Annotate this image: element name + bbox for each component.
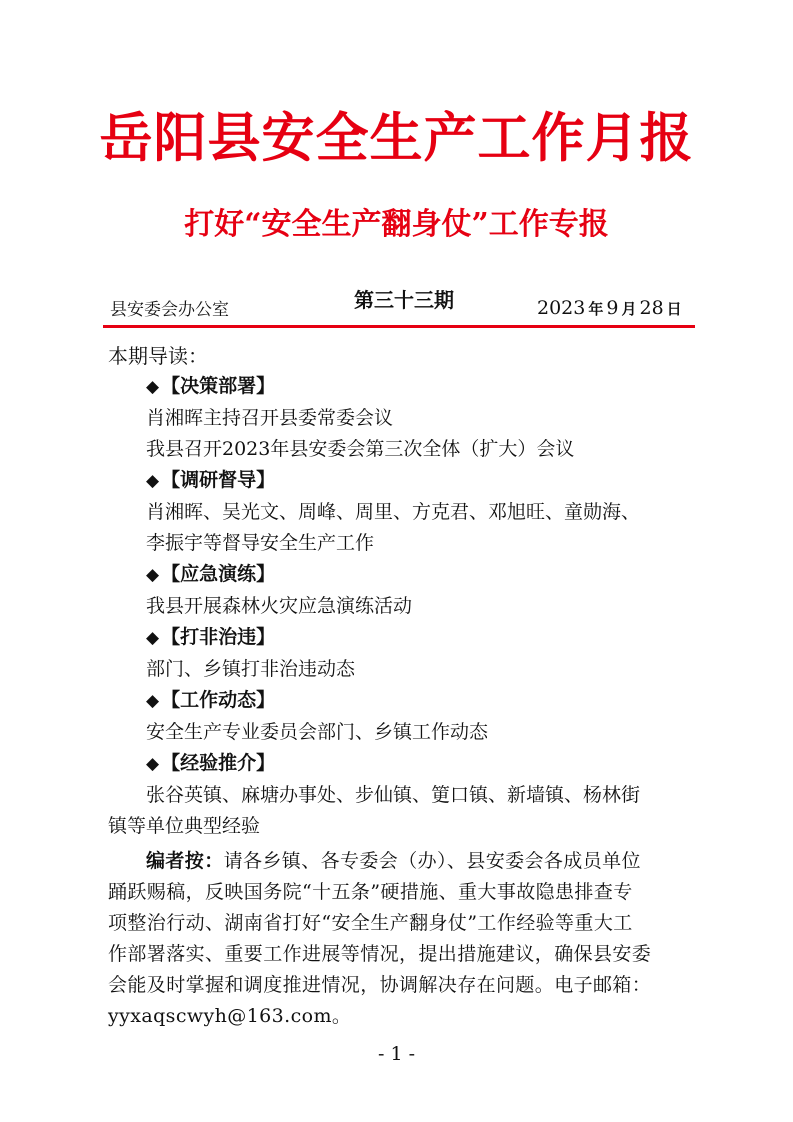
section-heading-drill: ◆ 【应急演练】 bbox=[108, 559, 708, 591]
issuing-office: 县安委会办公室 bbox=[110, 300, 229, 320]
list-item: 肖湘晖、吴光文、周峰、周里、方克君、邓旭旺、童勋海、 bbox=[146, 501, 641, 523]
editor-note bbox=[108, 846, 708, 1032]
date-year: 2023 bbox=[537, 297, 586, 319]
diamond-bullet-icon: ◆ bbox=[146, 754, 160, 774]
report-subtitle: 打好“安全生产翻身仗”工作专报 bbox=[184, 207, 609, 242]
editor-note-line: 编者按：请各乡镇、各专委会（办）、县安委会各成员单位 bbox=[146, 850, 641, 872]
section-heading-decision: ◆ 【决策部署】 bbox=[108, 371, 708, 403]
diamond-bullet-icon: ◆ bbox=[146, 471, 160, 491]
page-number: - 1 - bbox=[377, 1043, 415, 1065]
date-year-unit: 年 bbox=[588, 300, 604, 318]
diamond-bullet-icon: ◆ bbox=[146, 628, 160, 648]
date-month: 9 bbox=[606, 297, 619, 319]
issue-date bbox=[537, 296, 685, 321]
diamond-bullet-icon: ◆ bbox=[146, 377, 160, 397]
diamond-bullet-icon: ◆ bbox=[146, 565, 160, 585]
table-of-contents bbox=[108, 371, 708, 1032]
section-heading-updates: ◆ 【工作动态】 bbox=[108, 685, 708, 717]
report-title: 岳阳县安全生产工作月报 bbox=[99, 107, 694, 169]
list-item: 安全生产专业委员会部门、乡镇工作动态 bbox=[146, 721, 489, 743]
list-item: 肖湘晖主持召开县委常委会议 bbox=[146, 407, 394, 429]
list-item: 部门、乡镇打非治违动态 bbox=[146, 658, 356, 680]
editor-note-line: 作部署落实、重要工作进展等情况，提出措施建议，确保县安委 bbox=[108, 943, 652, 965]
list-item: 张谷英镇、麻塘办事处、步仙镇、筻口镇、新墙镇、杨林街 bbox=[146, 784, 641, 806]
editor-note-line: 会能及时掌握和调度推进情况，协调解决存在问题。电子邮箱： bbox=[108, 974, 652, 996]
editor-note-line: 踊跃赐稿，反映国务院“十五条”硬措施、重大事故隐患排查专 bbox=[108, 881, 633, 903]
editor-note-line: 项整治行动、湖南省打好“安全生产翻身仗”工作经验等重大工 bbox=[108, 912, 633, 934]
issue-number: 第三十三期 bbox=[354, 288, 454, 312]
list-item: 李振宇等督导安全生产工作 bbox=[146, 532, 375, 554]
intro-label: 本期导读： bbox=[108, 344, 208, 368]
date-day: 28 bbox=[639, 297, 664, 319]
red-divider-line bbox=[103, 325, 695, 328]
list-item: 我县召开2023年县安委会第三次全体（扩大）会议 bbox=[146, 438, 575, 460]
date-day-unit: 日 bbox=[666, 300, 682, 318]
editor-note-email: yyxaqscwyh@163.com。 bbox=[108, 1005, 352, 1027]
list-item: 镇等单位典型经验 bbox=[108, 815, 261, 837]
section-heading-inspection: ◆ 【调研督导】 bbox=[108, 465, 708, 497]
section-heading-experience: ◆ 【经验推介】 bbox=[108, 748, 708, 780]
date-month-unit: 月 bbox=[621, 300, 637, 318]
section-heading-enforcement: ◆ 【打非治违】 bbox=[108, 622, 708, 654]
list-item: 我县开展森林火灾应急演练活动 bbox=[146, 595, 413, 617]
diamond-bullet-icon: ◆ bbox=[146, 691, 160, 711]
editor-note-label: 编者按： bbox=[146, 850, 224, 872]
